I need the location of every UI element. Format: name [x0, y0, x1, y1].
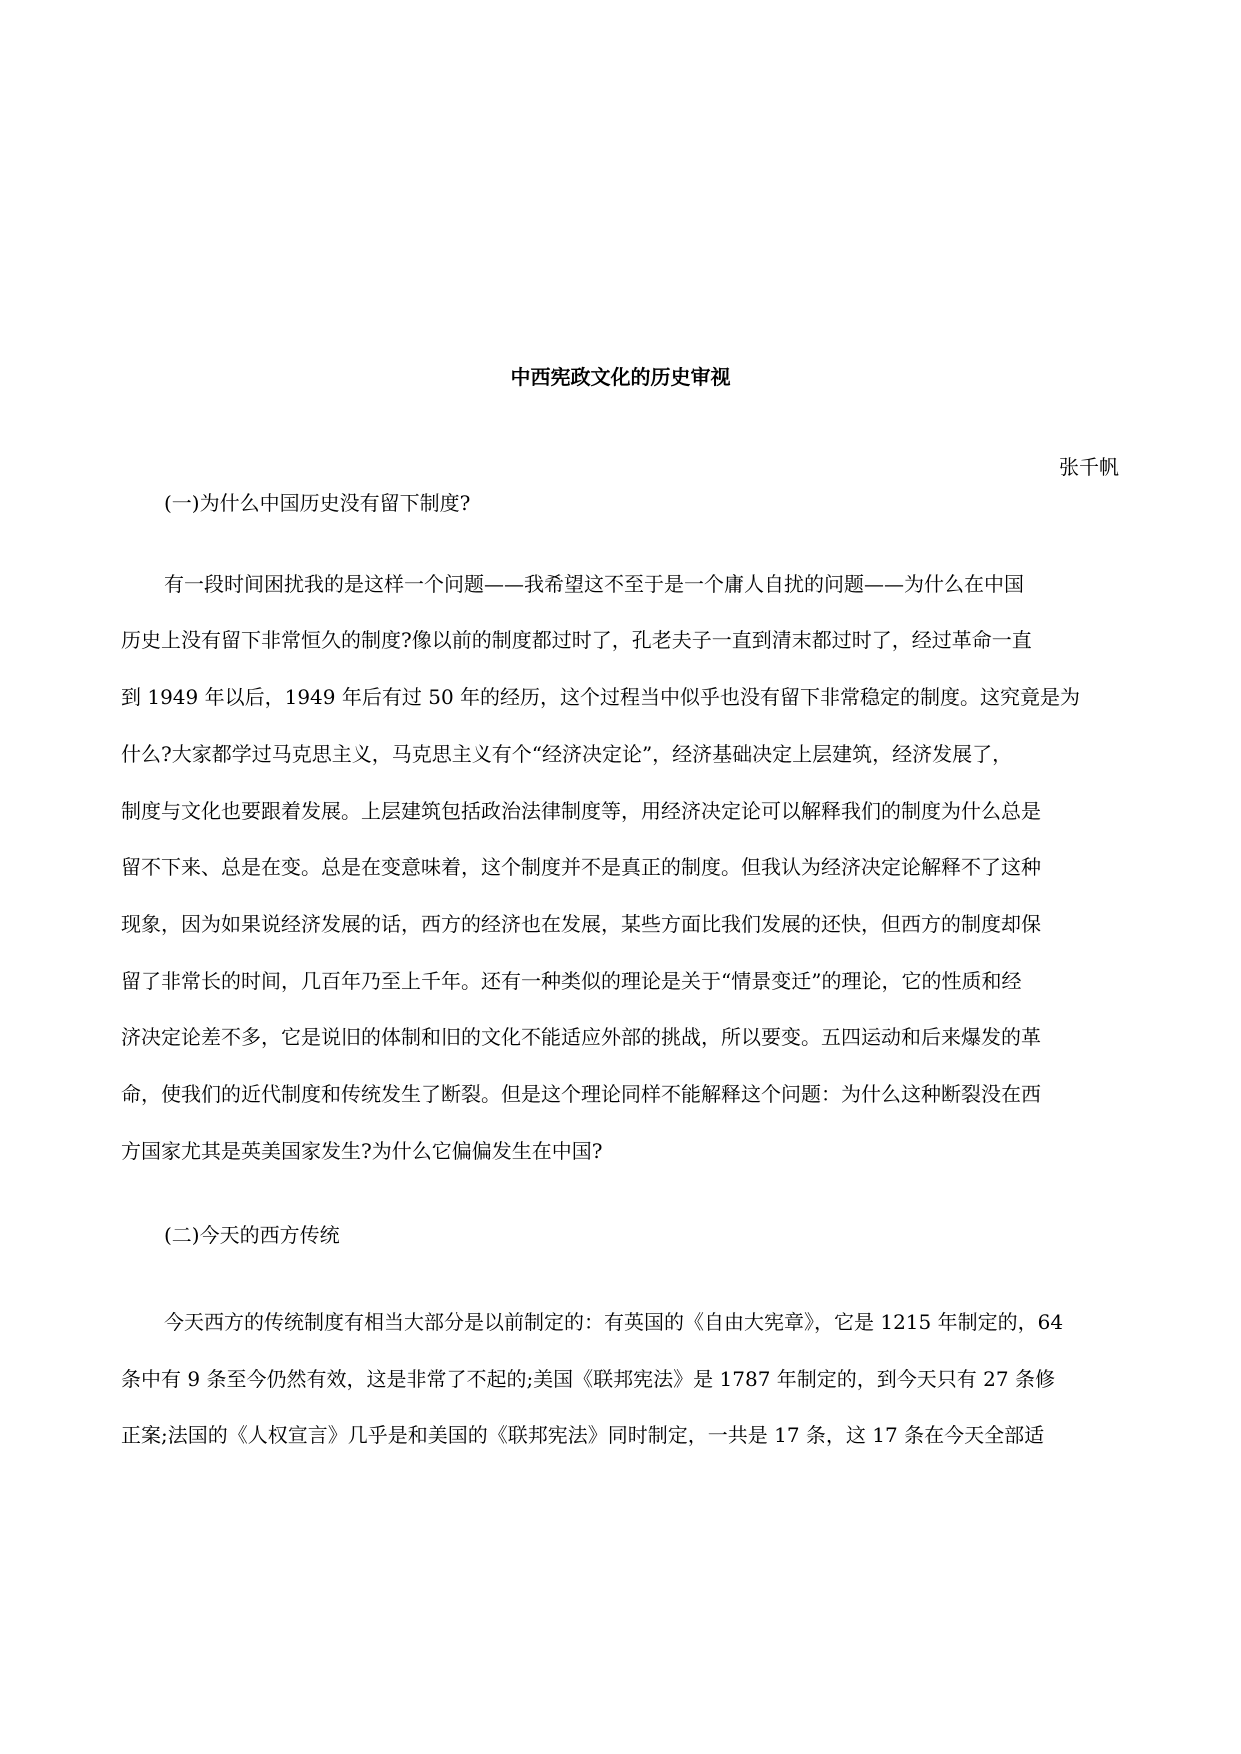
paragraph-line: 济决定论差不多，它是说旧的体制和旧的文化不能适应外部的挑战，所以要变。五四运动和后来爆发的革 [121, 1025, 1041, 1049]
document-author: 张千帆 [1059, 455, 1119, 479]
paragraph-line: 留不下来、总是在变。总是在变意味着，这个制度并不是真正的制度。但我认为经济决定论解释不了这种 [121, 855, 1041, 879]
section-heading-2: (二)今天的西方传统 [164, 1223, 340, 1247]
paragraph-line: 留了非常长的时间，几百年乃至上千年。还有一种类似的理论是关于“情景变迁”的理论，它的性质和经 [121, 969, 1022, 993]
paragraph-line: 正案;法国的《人权宣言》几乎是和美国的《联邦宪法》同时制定，一共是 17 条，这 17 条在今天全部适 [121, 1423, 1045, 1447]
paragraph-line: 方国家尤其是英美国家发生?为什么它偏偏发生在中国? [121, 1139, 603, 1163]
paragraph-line: 有一段时间困扰我的是这样一个问题——我希望这不至于是一个庸人自扰的问题——为什么在中国 [164, 572, 1024, 596]
paragraph-line: 到 1949 年以后，1949 年后有过 50 年的经历，这个过程当中似乎也没有留下非常稳定的制度。这究竟是为 [121, 685, 1081, 709]
paragraph-line: 命，使我们的近代制度和传统发生了断裂。但是这个理论同样不能解释这个问题：为什么这种断裂没在西 [121, 1082, 1041, 1106]
paragraph-line: 制度与文化也要跟着发展。上层建筑包括政治法律制度等，用经济决定论可以解释我们的制度为什么总是 [121, 799, 1041, 823]
paragraph-line: 历史上没有留下非常恒久的制度?像以前的制度都过时了，孔老夫子一直到清末都过时了，经过革命一直 [121, 628, 1032, 652]
paragraph-line: 条中有 9 条至今仍然有效，这是非常了不起的;美国《联邦宪法》是 1787 年制定的，到今天只有 27 条修 [121, 1367, 1055, 1391]
paragraph-line: 今天西方的传统制度有相当大部分是以前制定的：有英国的《自由大宪章》，它是 1215 年制定的，64 [164, 1310, 1064, 1334]
paragraph-line: 什么?大家都学过马克思主义，马克思主义有个“经济决定论”，经济基础决定上层建筑，经济发展了， [121, 742, 1013, 766]
paragraph-line: 现象，因为如果说经济发展的话，西方的经济也在发展，某些方面比我们发展的还快，但西方的制度却保 [121, 912, 1041, 936]
document-title: 中西宪政文化的历史审视 [510, 365, 731, 389]
section-heading-1: (一)为什么中国历史没有留下制度? [164, 491, 471, 515]
